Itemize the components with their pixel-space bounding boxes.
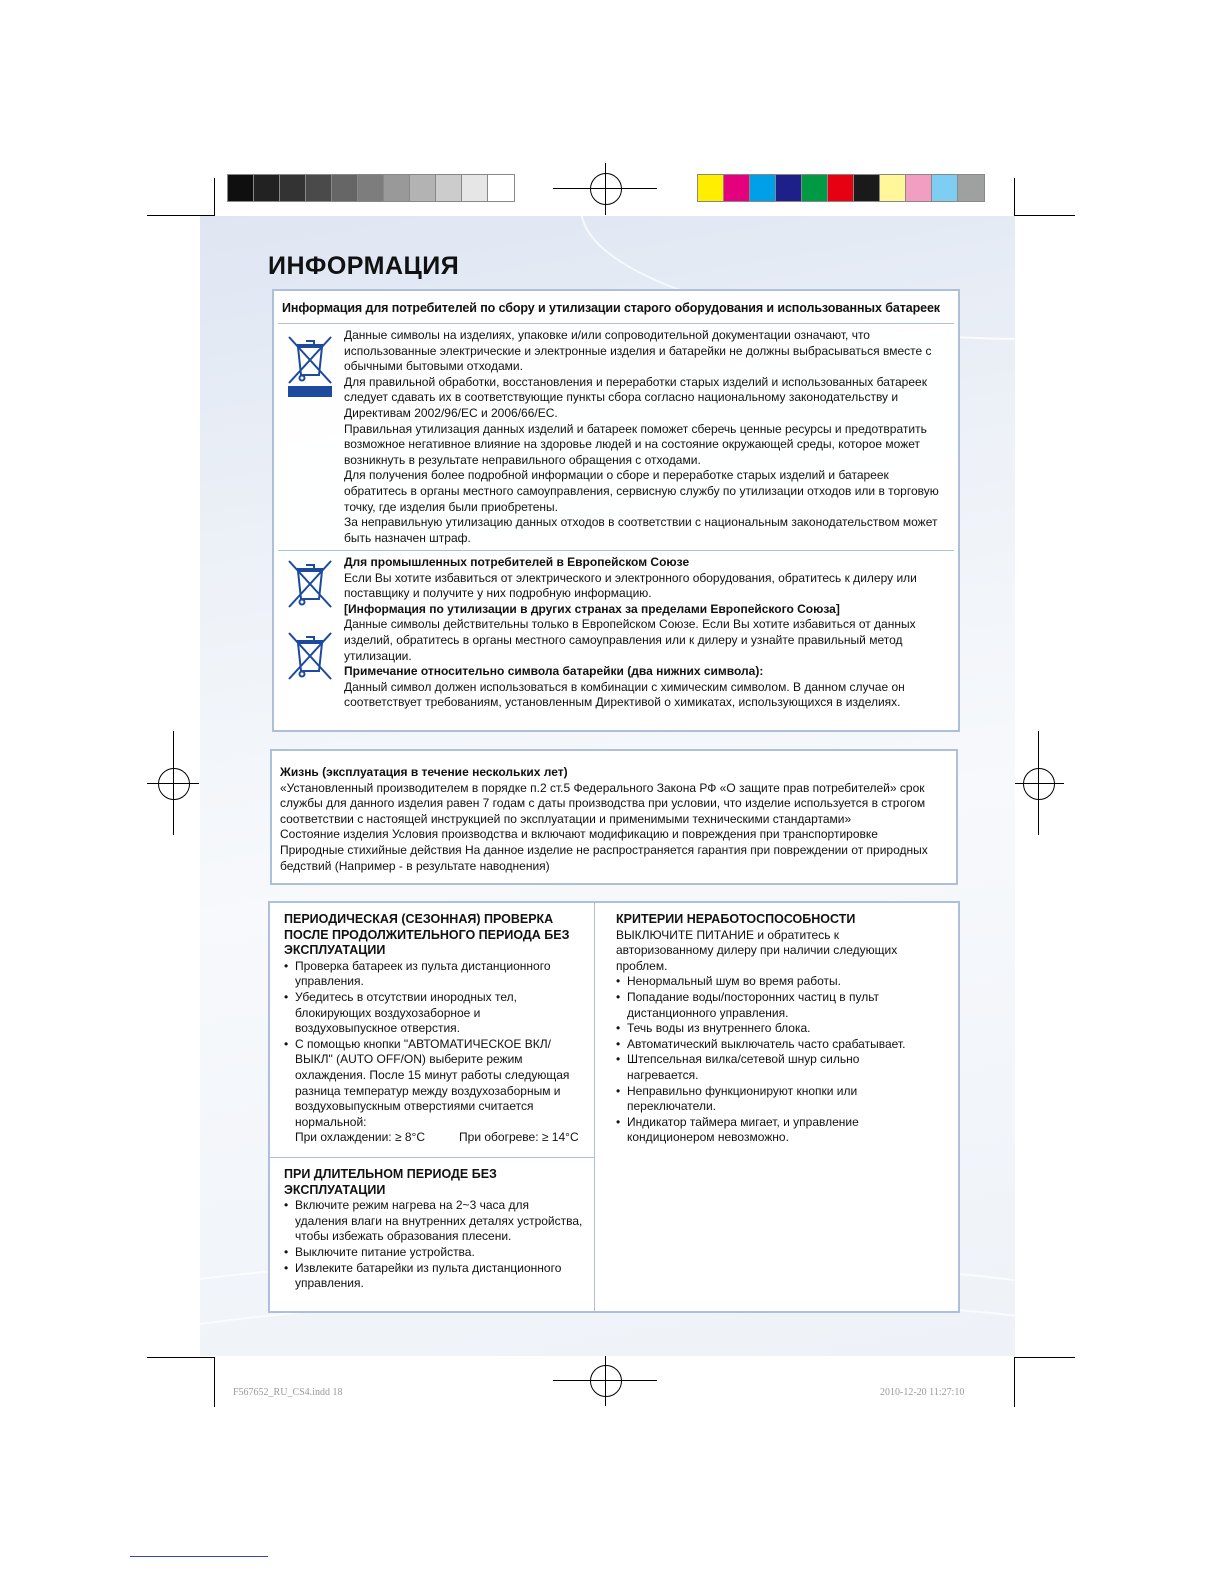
registration-mark — [590, 173, 622, 205]
lifetime-heading: Жизнь (эксплуатация в течение нескольких лет) — [280, 765, 568, 779]
swatch — [488, 175, 514, 201]
swatch — [358, 175, 384, 201]
swatch — [410, 175, 436, 201]
swatch — [254, 175, 280, 201]
periodic-list — [284, 959, 584, 1146]
swatch — [332, 175, 358, 201]
recycling-main-text — [344, 328, 952, 546]
cooling-delta: При охлаждении: ≥ 8°C — [295, 1130, 426, 1145]
crossed-out-wheelie-bin-icon — [286, 333, 334, 399]
swatch — [854, 175, 880, 201]
footer-line — [130, 1556, 268, 1557]
failure-heading: КРИТЕРИИ НЕРАБОТОСПОСОБНОСТИ — [616, 912, 856, 926]
failure-intro: ВЫКЛЮЧИТЕ ПИТАНИЕ и обратитесь к авторизованному дилеру при наличии следующих проблем. — [616, 927, 898, 973]
swatch — [698, 175, 724, 201]
swatch — [828, 175, 854, 201]
crop-mark — [147, 1357, 215, 1358]
list-item: • Извлеките батарейки из пульта дистанционного управления. — [284, 1261, 584, 1292]
battery-note-text: Данный символ должен использоваться в комбинации с химическим символом. В данном случае он соответствует требованиям, установленным Директивой о химикатах, использующихся в изделиях. — [344, 679, 905, 710]
recycling-info-box — [272, 289, 960, 732]
registration-mark — [158, 768, 190, 800]
list-item: • Штепсельная вилка/сетевой шнур сильно нагревается. — [616, 1052, 916, 1083]
maintenance-box — [268, 901, 960, 1313]
list-item: • Включите режим нагрева на 2~3 часа для удаления влаги на внутренних деталях устройства, чтобы избежать образования плесени. — [284, 1198, 584, 1245]
list-item: • Течь воды из внутреннего блока. — [616, 1021, 916, 1037]
swatch — [932, 175, 958, 201]
crossed-out-wheelie-bin-icon — [286, 557, 334, 611]
failure-criteria-section — [616, 912, 916, 1146]
list-item: • Неправильно функционируют кнопки или переключатели. — [616, 1084, 916, 1115]
crop-mark — [1015, 215, 1075, 216]
swatch — [280, 175, 306, 201]
swatch — [384, 175, 410, 201]
business-text: Если Вы хотите избавиться от электрического и электронного оборудования, обратитесь к дилеру или поставщику и получите у них подробную информацию. — [344, 570, 917, 601]
footer-file: F567652_RU_CS4.indd 18 — [233, 1387, 343, 1398]
heating-delta: При обогреве: ≥ 14°C — [459, 1130, 579, 1145]
swatch — [776, 175, 802, 201]
list-item: • Попадание воды/посторонних частиц в пульт дистанционного управления. — [616, 990, 916, 1021]
crossed-out-wheelie-bin-icon — [286, 629, 334, 683]
periodic-check-section — [284, 912, 584, 1146]
paragraph: Правильная утилизация данных изделий и батареек поможет сберечь ценные ресурсы и предотвратить возможное негативное влияние на здоровье людей и на состояние окружающей среды, которое может возникнуть в результате неправильного обращения с отходами. — [344, 421, 927, 467]
swatch — [228, 175, 254, 201]
color-calibration-strip — [697, 174, 985, 202]
paragraph: Для получения более подробной информации о сборе и переработке старых изделий и батареек обратитесь в органы местного самоуправления, сервисную службу по утилизации отходов или в торговую точку, где изделия были приобретены. — [344, 468, 939, 514]
list-item: • Индикатор таймера мигает, и управление кондиционером невозможно. — [616, 1115, 916, 1146]
list-item: • Автоматический выключатель часто срабатывает. — [616, 1037, 916, 1053]
swatch — [906, 175, 932, 201]
column-divider — [594, 903, 595, 1311]
long-idle-list — [284, 1198, 584, 1292]
gray-calibration-strip — [227, 174, 515, 202]
crop-mark — [1015, 1357, 1075, 1358]
outside-eu-text: Данные символы действительны только в Европейском Союзе. Если Вы хотите избавиться от данных изделий, обратитесь в органы местного самоуправления или к дилеру и узнайте правильный метод утилизации. — [344, 617, 916, 663]
crop-mark — [214, 178, 215, 216]
registration-mark — [1023, 768, 1055, 800]
crop-mark — [214, 1357, 215, 1407]
recycling-heading: Информация для потребителей по сбору и утилизации старого оборудования и использованных батареек — [282, 301, 940, 315]
list-item — [284, 1037, 584, 1146]
crop-mark — [1014, 1357, 1015, 1407]
registration-mark — [590, 1365, 622, 1397]
lifetime-box — [270, 749, 958, 885]
crop-mark — [1014, 178, 1015, 216]
lifetime-content — [280, 765, 948, 874]
swatch — [306, 175, 332, 201]
periodic-heading: ПЕРИОДИЧЕСКАЯ (СЕЗОННАЯ) ПРОВЕРКА ПОСЛЕ ПРОДОЛЖИТЕЛЬНОГО ПЕРИОДА БЕЗ ЭКСПЛУАТАЦИИ — [284, 912, 570, 958]
swatch — [436, 175, 462, 201]
recycling-extra-text — [344, 555, 952, 711]
divider — [278, 323, 954, 324]
lifetime-text: Состояние изделия Условия производства и включают модификацию и повреждения при транспортировке — [280, 827, 878, 842]
swatch — [724, 175, 750, 201]
swatch — [802, 175, 828, 201]
list-item: • Убедитесь в отсутствии инородных тел, блокирующих воздухозаборное и воздуховыпускное отверстия. — [284, 990, 584, 1037]
list-item-text: С помощью кнопки "АВТОМАТИЧЕСКОЕ ВКЛ/ВЫКЛ" (AUTO OFF/ON) выберите режим охлаждения. После 15 минут работы следующая разница температур между воздухозаборным и воздуховыпускным отверстиями считается нормальной: — [295, 1036, 570, 1129]
temperature-row — [295, 1130, 584, 1146]
footer-timestamp: 2010-12-20 11:27:10 — [880, 1387, 965, 1398]
section-divider — [270, 1157, 595, 1158]
paragraph: За неправильную утилизацию данных отходов в соответствии с национальным законодательством может быть назначен штраф. — [344, 515, 938, 545]
paragraph: Данные символы на изделиях, упаковке и/или сопроводительной документации означают, что использованные электрические и электронные изделия и батарейки не должны выбрасываться вместе с обычными бытовыми отходами. — [344, 328, 932, 374]
lifetime-text: Природные стихийные действия На данное изделие не распространяется гарантия при повреждении от природных бедствий (Например - в результате наводнения) — [280, 842, 928, 873]
swatch — [958, 175, 984, 201]
paragraph: Для правильной обработки, восстановления и переработки старых изделий и использованных батареек следует сдавать их в соответствующие пункты сбора согласно национальному законодательству и Директивам 2002/96/EC и 2006/66/EC. — [344, 374, 927, 420]
list-item: • Проверка батареек из пульта дистанционного управления. — [284, 959, 584, 990]
divider — [278, 550, 954, 551]
swatch — [462, 175, 488, 201]
business-heading: Для промышленных потребителей в Европейском Союзе — [344, 555, 690, 569]
failure-list — [616, 974, 916, 1146]
lifetime-text: «Установленный производителем в порядке п.2 ст.5 Федерального Закона РФ «О защите прав потребителей» срок службы для данного изделия равен 7 годам с даты производства при условии, что изделие используется в строгом соответствии с настоящей инструкцией по эксплуатации и применимыми техническими стандартами» — [280, 780, 926, 826]
long-idle-heading: ПРИ ДЛИТЕЛЬНОМ ПЕРИОДЕ БЕЗ ЭКСПЛУАТАЦИИ — [284, 1167, 497, 1197]
swatch — [880, 175, 906, 201]
long-idle-section — [284, 1167, 584, 1292]
page-title: ИНФОРМАЦИЯ — [268, 252, 460, 280]
list-item: • Ненормальный шум во время работы. — [616, 974, 916, 990]
list-item: • Выключите питание устройства. — [284, 1245, 584, 1261]
battery-note-heading: Примечание относительно символа батарейки (два нижних символа): — [344, 664, 764, 679]
outside-eu-heading: [Информация по утилизации в других странах за пределами Европейского Союза] — [344, 601, 840, 616]
swatch — [750, 175, 776, 201]
